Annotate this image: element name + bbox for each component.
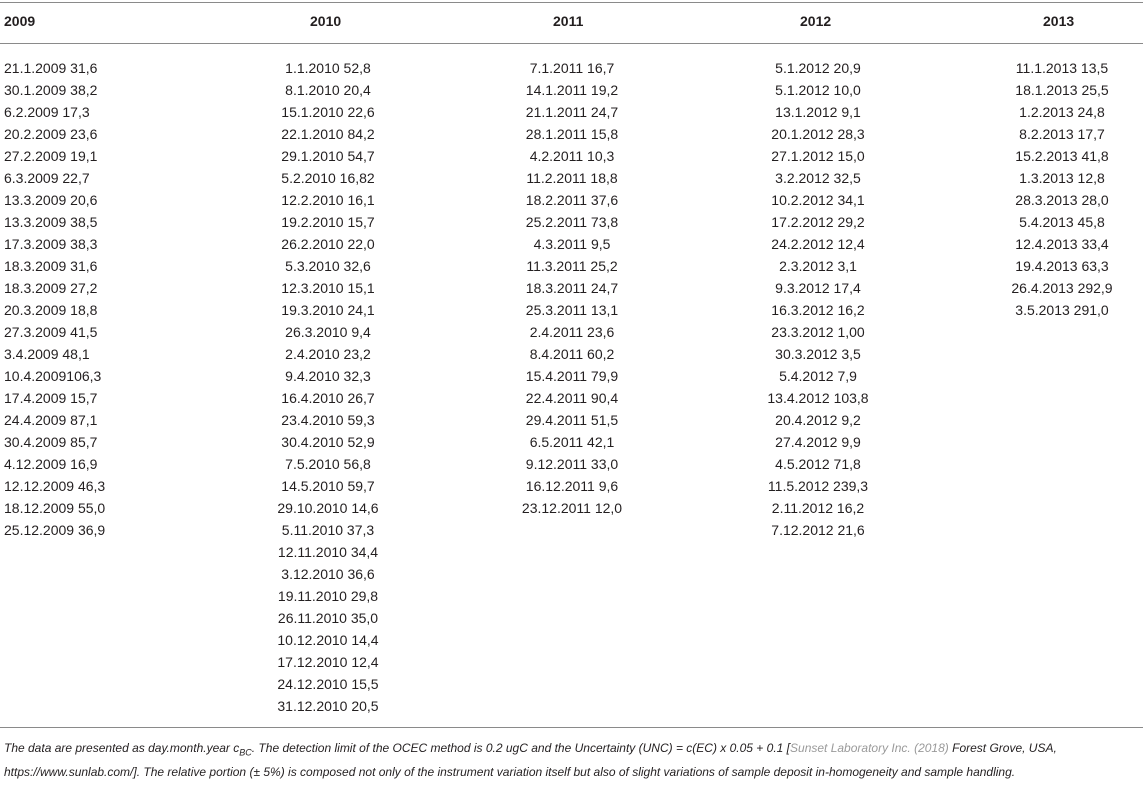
table-cell: 21.1.2009 31,6 [4,60,98,76]
footnote-subscript: BC [239,747,252,758]
table-cell: 23.12.2011 12,0 [521,500,623,516]
table-cell: 13.3.2009 38,5 [4,214,98,230]
table-cell: 15.2.2013 41,8 [1015,148,1109,164]
table-cell: 18.1.2013 25,5 [1015,82,1109,98]
table-cell: 5.1.2012 20,9 [775,60,861,76]
table-cell: 3.12.2010 36,6 [281,566,375,582]
table-cell: 23.4.2010 59,3 [281,412,375,428]
table-cell: 24.2.2012 12,4 [771,236,865,252]
table-cell: 2.3.2012 3,1 [779,258,857,274]
table-cell: 30.4.2010 52,9 [281,434,375,450]
table-cell: 10.4.2009106,3 [4,368,102,384]
footnote-citation-link[interactable]: Sunset Laboratory Inc. (2018) [790,741,949,755]
table-cell: 1.2.2013 24,8 [1019,104,1105,120]
table-cell: 17.12.2010 12,4 [277,654,379,670]
table-cell: 20.4.2012 9,2 [775,412,861,428]
table-cell: 2.4.2011 23,6 [529,324,615,340]
table-cell: 5.4.2013 45,8 [1019,214,1105,230]
table-cell: 15.4.2011 79,9 [525,368,619,384]
table-cell: 5.3.2010 32,6 [285,258,371,274]
table-cell: 26.3.2010 9,4 [285,324,371,340]
table-cell: 4.12.2009 16,9 [4,456,98,472]
table-cell: 5.4.2012 7,9 [779,368,857,384]
table-cell: 12.3.2010 15,1 [281,280,375,296]
table-cell: 7.5.2010 56,8 [285,456,371,472]
column-2011 [472,57,672,519]
table-cell: 13.4.2012 103,8 [767,390,869,406]
table-cell: 25.3.2011 13,1 [525,302,619,318]
table-cell: 12.2.2010 16,1 [281,192,375,208]
table-cell: 26.4.2013 292,9 [1011,280,1113,296]
table-cell: 25.12.2009 36,9 [4,522,106,538]
table-cell: 8.1.2010 20,4 [285,82,371,98]
table-cell: 20.1.2012 28,3 [771,126,865,142]
table-cell: 24.12.2010 15,5 [277,676,379,692]
table-cell: 30.3.2012 3,5 [775,346,861,362]
table-cell: 20.2.2009 23,6 [4,126,98,142]
table-cell: 4.2.2011 10,3 [529,148,615,164]
table-cell: 5.11.2010 37,3 [281,522,375,538]
table-cell: 29.10.2010 14,6 [277,500,379,516]
table-cell: 4.5.2012 71,8 [775,456,861,472]
table-cell: 24.4.2009 87,1 [4,412,98,428]
table-cell: 18.2.2011 37,6 [525,192,619,208]
table-cell: 1.1.2010 52,8 [285,60,371,76]
table-cell: 19.4.2013 63,3 [1015,258,1109,274]
table-cell: 11.2.2011 18,8 [526,170,618,186]
table-cell: 16.3.2012 16,2 [771,302,865,318]
table-cell: 9.4.2010 32,3 [285,368,371,384]
footnote-text-2: . The detection limit of the OCEC method is 0.2 ugC and the Uncertainty (UNC) = c(EC) x 0.05 + 0.1 [ [251,741,791,755]
header-2011: 2011 [553,13,584,29]
table-cell: 1.3.2013 12,8 [1019,170,1105,186]
table-cell: 15.1.2010 22,6 [281,104,375,120]
table-cell: 26.11.2010 35,0 [277,610,379,626]
table-cell: 13.1.2012 9,1 [775,104,861,120]
table-cell: 7.1.2011 16,7 [529,60,615,76]
table-cell: 9.3.2012 17,4 [775,280,861,296]
table-cell: 29.1.2010 54,7 [281,148,375,164]
table-cell: 7.12.2012 21,6 [771,522,865,538]
table-cell: 20.3.2009 18,8 [4,302,98,318]
table-cell: 10.2.2012 34,1 [771,192,865,208]
table-cell: 27.2.2009 19,1 [4,148,98,164]
table-cell: 17.3.2009 38,3 [4,236,98,252]
table-cell: 9.12.2011 33,0 [525,456,619,472]
table-cell: 18.3.2011 24,7 [525,280,619,296]
table-cell: 11.5.2012 239,3 [767,478,869,494]
table-cell: 4.3.2011 9,5 [533,236,611,252]
column-2010 [228,57,428,717]
table-cell: 27.4.2012 9,9 [775,434,861,450]
table-cell: 3.2.2012 32,5 [775,170,861,186]
table-cell: 10.12.2010 14,4 [277,632,379,648]
table-cell: 27.3.2009 41,5 [4,324,98,340]
table-cell: 5.1.2012 10,0 [775,82,861,98]
table-cell: 14.5.2010 59,7 [281,478,375,494]
table-cell: 2.4.2010 23,2 [285,346,371,362]
table-footnote [4,738,1136,782]
table-top-rule [0,2,1143,3]
header-2012: 2012 [800,13,832,29]
table-cell: 18.12.2009 55,0 [4,500,106,516]
table-cell: 25.2.2011 73,8 [525,214,619,230]
table-cell: 2.11.2012 16,2 [771,500,865,516]
table-cell: 16.4.2010 26,7 [281,390,375,406]
footnote-text-1: The data are presented as day.month.year c [4,741,240,755]
table-cell: 29.4.2011 51,5 [525,412,619,428]
table-cell: 27.1.2012 15,0 [771,148,865,164]
table-cell: 22.1.2010 84,2 [281,126,375,142]
table-cell: 12.12.2009 46,3 [4,478,106,494]
table-cell: 23.3.2012 1,00 [771,324,865,340]
column-2012 [718,57,918,541]
table-bottom-rule [0,727,1143,728]
table-cell: 8.2.2013 17,7 [1019,126,1105,142]
table-cell: 28.1.2011 15,8 [525,126,619,142]
table-cell: 19.11.2010 29,8 [277,588,379,604]
table-cell: 3.5.2013 291,0 [1015,302,1109,318]
table-cell: 5.2.2010 16,82 [281,170,375,186]
table-cell: 31.12.2010 20,5 [277,698,379,714]
table-cell: 6.3.2009 22,7 [4,170,90,186]
table-cell: 19.3.2010 24,1 [281,302,375,318]
table-cell: 11.3.2011 25,2 [526,258,618,274]
header-2013: 2013 [1043,13,1075,29]
header-rule [0,43,1143,44]
column-2013 [962,57,1143,321]
table-cell: 28.3.2013 28,0 [1015,192,1109,208]
table-cell: 8.4.2011 60,2 [529,346,615,362]
table-cell: 12.4.2013 33,4 [1015,236,1109,252]
table-cell: 26.2.2010 22,0 [281,236,375,252]
table-cell: 21.1.2011 24,7 [525,104,619,120]
table-cell: 11.1.2013 13,5 [1015,60,1109,76]
table-cell: 18.3.2009 31,6 [4,258,98,274]
table-cell: 16.12.2011 9,6 [525,478,619,494]
table-cell: 13.3.2009 20,6 [4,192,98,208]
table-cell: 19.2.2010 15,7 [281,214,375,230]
table-cell: 6.5.2011 42,1 [529,434,615,450]
column-2009 [4,57,204,541]
table-cell: 18.3.2009 27,2 [4,280,98,296]
table-cell: 17.2.2012 29,2 [771,214,865,230]
table-cell: 6.2.2009 17,3 [4,104,90,120]
table-cell: 14.1.2011 19,2 [525,82,619,98]
table-cell: 17.4.2009 15,7 [4,390,98,406]
table-cell: 22.4.2011 90,4 [525,390,619,406]
header-2009: 2009 [4,13,36,29]
table-cell: 30.1.2009 38,2 [4,82,98,98]
table-cell: 3.4.2009 48,1 [4,346,90,362]
footnote-text-3: Forest Grove, USA, https://www.sunlab.com/]. The relative portion (± 5%) is composed not only of the instrument variation itself but also of slight variations of sample deposit in-homogeneity and sample handling. [4,741,1057,780]
table-cell: 12.11.2010 34,4 [277,544,379,560]
header-2010: 2010 [310,13,342,29]
table-cell: 30.4.2009 85,7 [4,434,98,450]
